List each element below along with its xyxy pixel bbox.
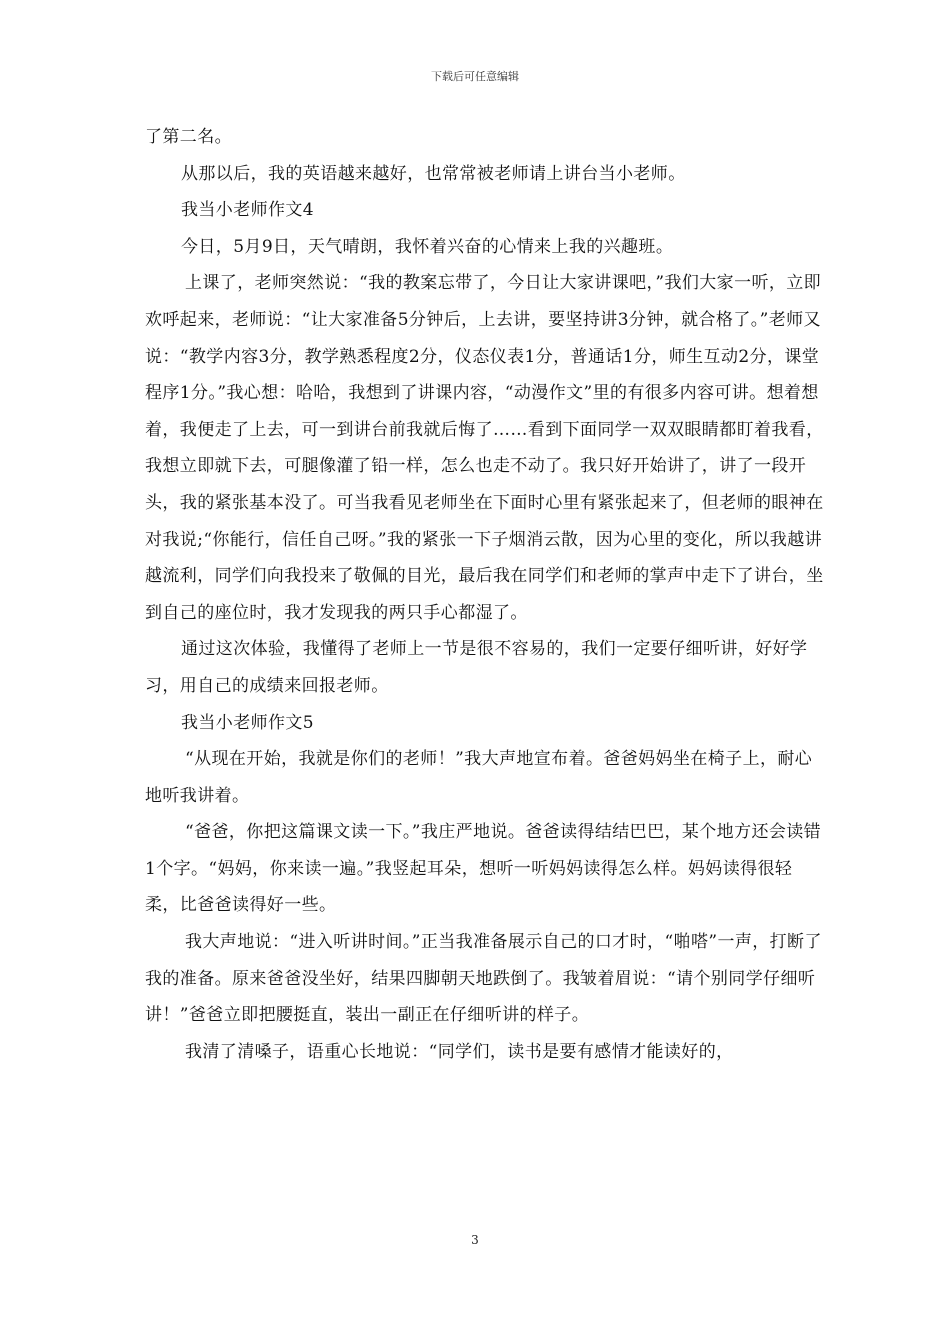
paragraph: 上课了，老师突然说：“我的教案忘带了，今日让大家讲课吧，”我们大家一听，立即欢呼起来，老师说：“让大家准备5分钟后，上去讲，要坚持讲3分钟，就合格了。”老师又说：“教学内容3分，教学熟悉程度2分，仪态仪表1分，普通话1分，师生互动2分，课堂程序1分。”我心想：哈哈，我想到了讲课内容，“动漫作文”里的有很多内容可讲。想着想着，我便走了上去，可一到讲台前我就后悔了……看到下面同学一双双眼睛都盯着我看，我想立即就下去，可腿像灌了铅一样，怎么也走不动了。我只好开始讲了，讲了一段开头，我的紧张基本没了。可当我看见老师坐在下面时心里有紧张起来了，但老师的眼神在对我说;“你能行，信任自己呀。”我的紧张一下子烟消云散，因为心里的变化，所以我越讲越流利，同学们向我投来了敬佩的目光，最后我在同学们和老师的掌声中走下了讲台，坐到自己的座位时，我才发现我的两只手心都湿了。 xyxy=(145,273,824,623)
document-body xyxy=(145,119,825,1070)
paragraph: 我大声地说：“进入听讲时间。”正当我准备展示自己的口才时，“啪嗒”一声，打断了我的准备。原来爸爸没坐好，结果四脚朝天地跌倒了。我皱着眉说：“请个别同学仔细听讲！”爸爸立即把腰挺直，装出一副正在仔细听讲的样子。 xyxy=(145,932,822,1026)
section-heading: 我当小老师作文4 xyxy=(181,200,315,221)
paragraph: 通过这次体验，我懂得了老师上一节是很不容易的，我们一定要仔细听讲，好好学习，用自己的成绩来回报老师。 xyxy=(145,639,808,696)
paragraph: 我清了清嗓子，语重心长地说：“同学们，读书是要有感情才能读好的， xyxy=(185,1041,734,1062)
page-header: 下载后可任意编辑 xyxy=(431,70,519,83)
paragraph: “爸爸，你把这篇课文读一下。”我庄严地说。爸爸读得结结巴巴，某个地方还会读错1个字。“妈妈，你来读一遍。”我竖起耳朵，想听一听妈妈读得怎么样。妈妈读得很轻柔，比爸爸读得好一些。 xyxy=(145,822,822,916)
paragraph: 今日，5月9日，天气晴朗，我怀着兴奋的心情来上我的兴趣班。 xyxy=(181,236,674,257)
page-number: 3 xyxy=(471,1233,479,1247)
section-heading: 我当小老师作文5 xyxy=(181,712,315,733)
paragraph: “从现在开始，我就是你们的老师！”我大声地宣布着。爸爸妈妈坐在椅子上，耐心地听我讲着。 xyxy=(145,749,813,806)
paragraph: 从那以后，我的英语越来越好，也常常被老师请上讲台当小老师。 xyxy=(181,163,686,184)
paragraph-continuation: 了第二名。 xyxy=(145,127,232,147)
